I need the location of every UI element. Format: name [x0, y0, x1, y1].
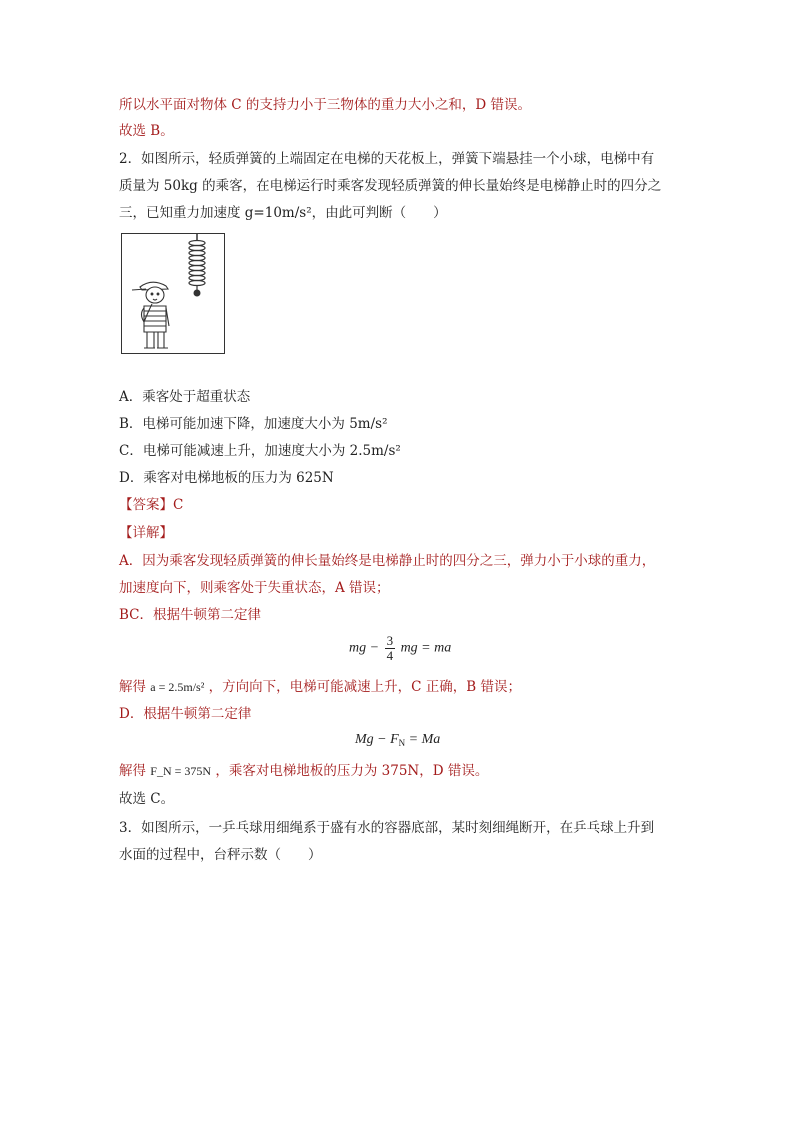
- equation-2-left: Mg − F: [355, 732, 399, 747]
- solution-1-prefix: 解得: [119, 679, 146, 695]
- explanation-a-line-1: A．因为乘客发现轻质弹簧的伸长量始终是电梯静止时的四分之三，弹力小于小球的重力，: [119, 553, 656, 569]
- question-2-line-1: 2．如图所示，轻质弹簧的上端固定在电梯的天花板上，弹簧下端悬挂一个小球，电梯中有: [119, 151, 655, 167]
- text-line: 所以水平面对物体 C 的支持力小于三物体的重力大小之和，D 错误。: [119, 97, 532, 113]
- text-line: 故选 B。: [119, 123, 174, 139]
- question-3-line-2: 水面的过程中，台秤示数（ ）: [119, 847, 322, 863]
- solution-2: [119, 761, 488, 781]
- option-c: C．电梯可能减速上升，加速度大小为 2.5m/s²: [119, 443, 401, 459]
- elevator-figure: [121, 233, 225, 354]
- detail-label: 【详解】: [119, 525, 173, 541]
- answer-label: 【答案】C: [119, 497, 184, 513]
- fraction-numerator: 3: [386, 633, 394, 648]
- equation-1-left: mg −: [349, 640, 380, 656]
- explanation-d: D．根据牛顿第二定律: [119, 706, 252, 722]
- solution-2-math: F_N = 375N: [150, 764, 212, 778]
- choose-line: 故选 C。: [119, 791, 175, 807]
- solution-2-prefix: 解得: [119, 763, 146, 779]
- question-3-line-1: 3．如图所示，一乒乓球用细绳系于盛有水的容器底部，某时刻细绳断开，在乒乓球上升到: [119, 820, 655, 836]
- question-2-line-2: 质量为 50kg 的乘客，在电梯运行时乘客发现轻质弹簧的伸长量始终是电梯静止时的四分之: [119, 178, 662, 194]
- equation-1: [349, 634, 451, 663]
- equation-1-right: mg = ma: [400, 640, 452, 656]
- explanation-bc: BC．根据牛顿第二定律: [119, 607, 262, 623]
- explanation-a-line-2: 加速度向下，则乘客处于失重状态，A 错误；: [119, 580, 390, 596]
- solution-1-math: a = 2.5m/s²: [150, 680, 205, 694]
- equation-2-subscript: N: [398, 738, 406, 748]
- elevator-spring-passenger-icon: [122, 234, 223, 352]
- fraction: [385, 634, 396, 663]
- solution-1-suffix: ，方向向下，电梯可能减速上升，C 正确，B 错误；: [208, 679, 521, 695]
- solution-1: [119, 677, 521, 697]
- question-2-line-3: 三，已知重力加速度 g=10m/s²，由此可判断（ ）: [119, 205, 447, 221]
- equation-2-right: = Ma: [408, 732, 441, 747]
- fraction-denominator: 4: [386, 648, 394, 663]
- option-b: B．电梯可能加速下降，加速度大小为 5m/s²: [119, 416, 388, 432]
- option-d: D．乘客对电梯地板的压力为 625N: [119, 470, 334, 486]
- solution-2-suffix: ，乘客对电梯地板的压力为 375N，D 错误。: [215, 763, 489, 779]
- equation-2: [355, 732, 440, 748]
- option-a: A．乘客处于超重状态: [119, 389, 251, 405]
